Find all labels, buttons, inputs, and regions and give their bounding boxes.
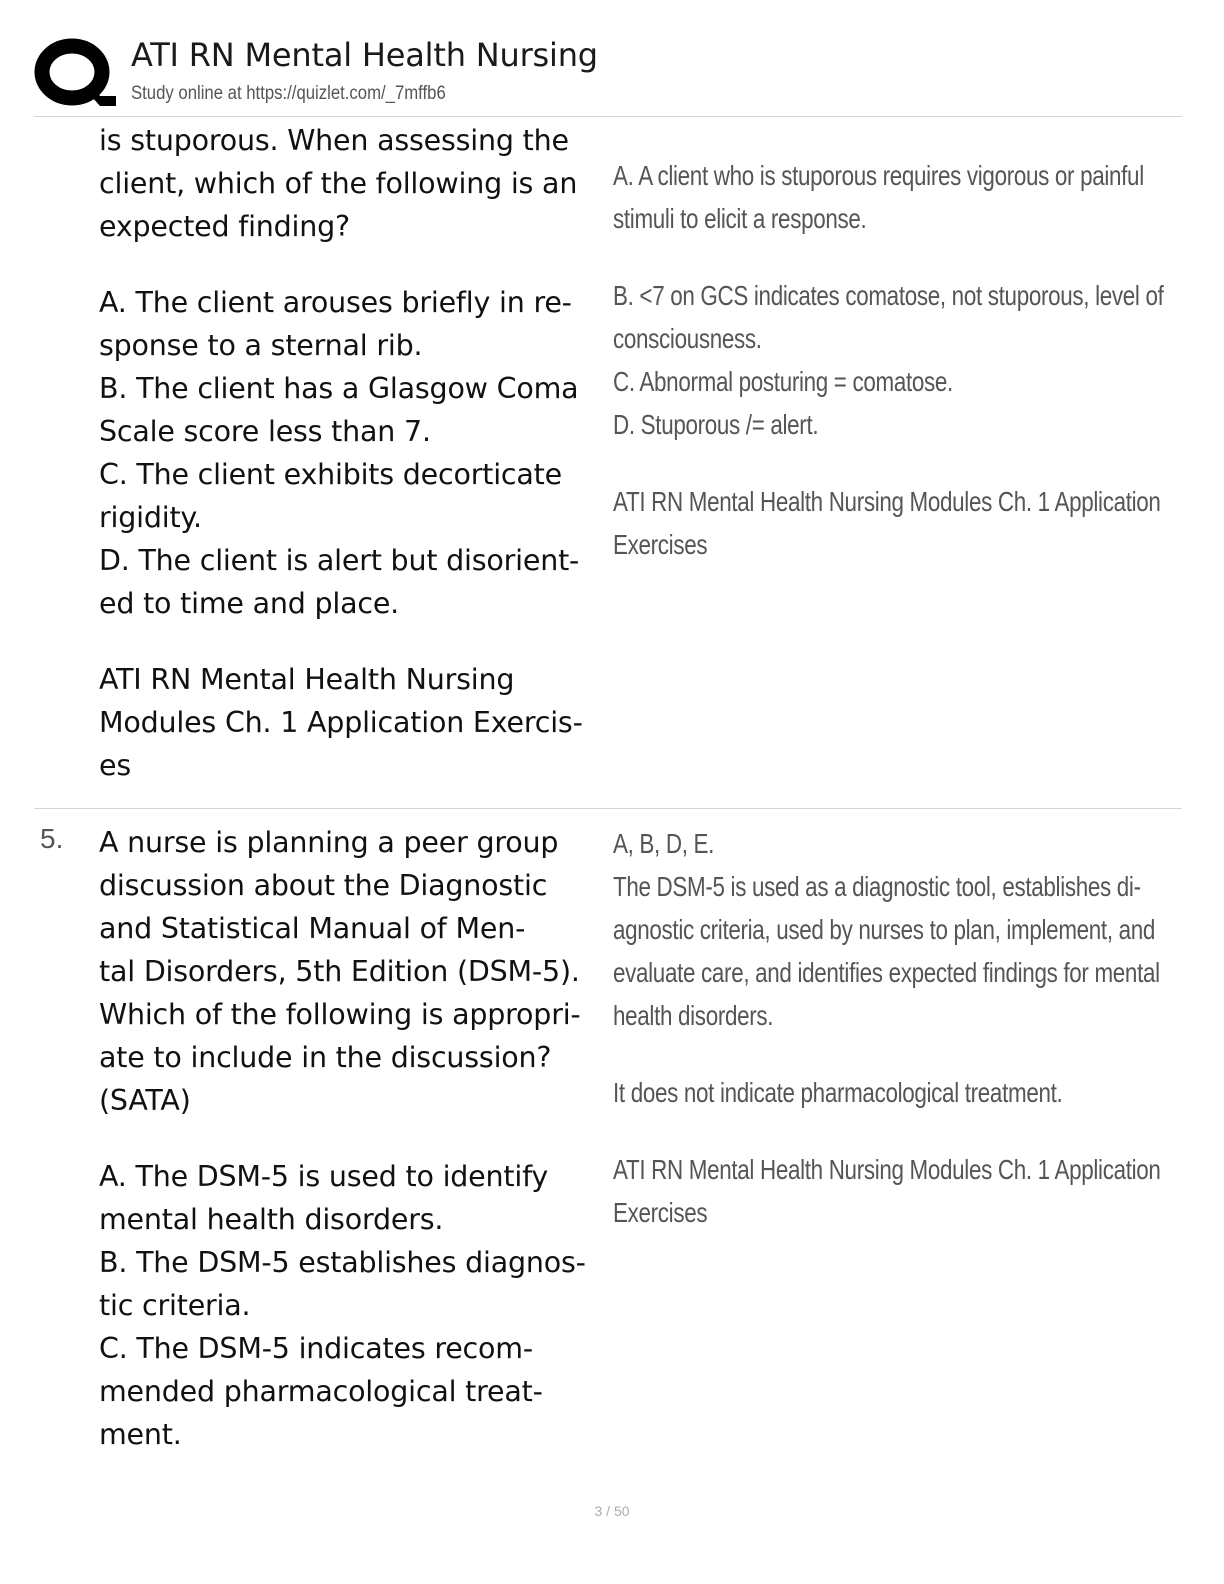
term-line: tal Disorders, 5th Edition (DSM-5). [99,955,580,988]
term-line: es [99,749,131,782]
term-line: and Statistical Manual of Men- [99,912,526,945]
card-divider [34,808,1182,809]
term-line: A. The client arouses briefly in re- [99,286,572,319]
definition-line: health disorders. [613,1000,774,1031]
card-definition [613,822,1161,1234]
definition-line: ATI RN Mental Health Nursing Modules Ch. 1 Application [613,486,1161,517]
term-line: B. The client has a Glasgow Coma [99,372,579,405]
definition-line: consciousness. [613,323,762,354]
term-line: ate to include in the discussion? [99,1041,552,1074]
term-line: mended pharmacological treat- [99,1375,543,1408]
term-line: client, which of the following is an [99,167,578,200]
definition-line: Exercises [613,529,708,560]
term-line: discussion about the Diagnostic [99,869,548,902]
term-line: Scale score less than 7. [99,415,431,448]
term-line: A. The DSM-5 is used to identify [99,1160,549,1193]
term-line: Which of the following is appropri- [99,998,581,1031]
study-online-link[interactable]: Study online at https://quizlet.com/_7mffb6 [131,83,446,104]
term-line: Modules Ch. 1 Application Exercis- [99,706,583,739]
card-number: 5. [40,823,64,854]
term-line: ATI RN Mental Health Nursing [99,663,515,696]
header-divider [34,116,1182,117]
term-line: (SATA) [99,1084,191,1117]
term-line: ment. [99,1418,182,1451]
quizlet-logo-icon [34,36,116,110]
term-line: ed to time and place. [99,587,400,620]
definition-line: A, B, D, E. [613,828,715,859]
term-line: expected finding? [99,210,350,243]
card-definition [613,154,1164,566]
term-line: mental health disorders. [99,1203,444,1236]
term-line: C. The client exhibits decorticate [99,458,562,491]
definition-line: It does not indicate pharmacological treatment. [613,1077,1063,1108]
definition-line: A. A client who is stuporous requires vigorous or painful [613,160,1144,191]
definition-line: D. Stuporous /= alert. [613,409,819,440]
term-line: D. The client is alert but disorient- [99,544,580,577]
page-number: 3 / 50 [594,1503,630,1519]
term-line: A nurse is planning a peer group [99,826,559,859]
term-line: sponse to a sternal rib. [99,329,423,362]
term-line: tic criteria. [99,1289,251,1322]
card-term [99,119,619,787]
term-line: rigidity. [99,501,202,534]
definition-line: B. <7 on GCS indicates comatose, not stuporous, level of [613,280,1164,311]
term-line: C. The DSM-5 indicates recom- [99,1332,533,1365]
definition-line: The DSM-5 is used as a diagnostic tool, establishes di- [613,871,1141,902]
definition-line: agnostic criteria, used by nurses to plan, implement, and [613,914,1156,945]
definition-line: stimuli to elicit a response. [613,203,867,234]
definition-line: evaluate care, and identifies expected findings for mental [613,957,1160,988]
card-term [99,821,619,1456]
definition-line: Exercises [613,1197,708,1228]
deck-title: ATI RN Mental Health Nursing [131,36,598,74]
definition-line: ATI RN Mental Health Nursing Modules Ch. 1 Application [613,1154,1161,1185]
term-line: B. The DSM-5 establishes diagnos- [99,1246,586,1279]
definition-line: C. Abnormal posturing = comatose. [613,366,953,397]
term-line: is stuporous. When assessing the [99,124,569,157]
